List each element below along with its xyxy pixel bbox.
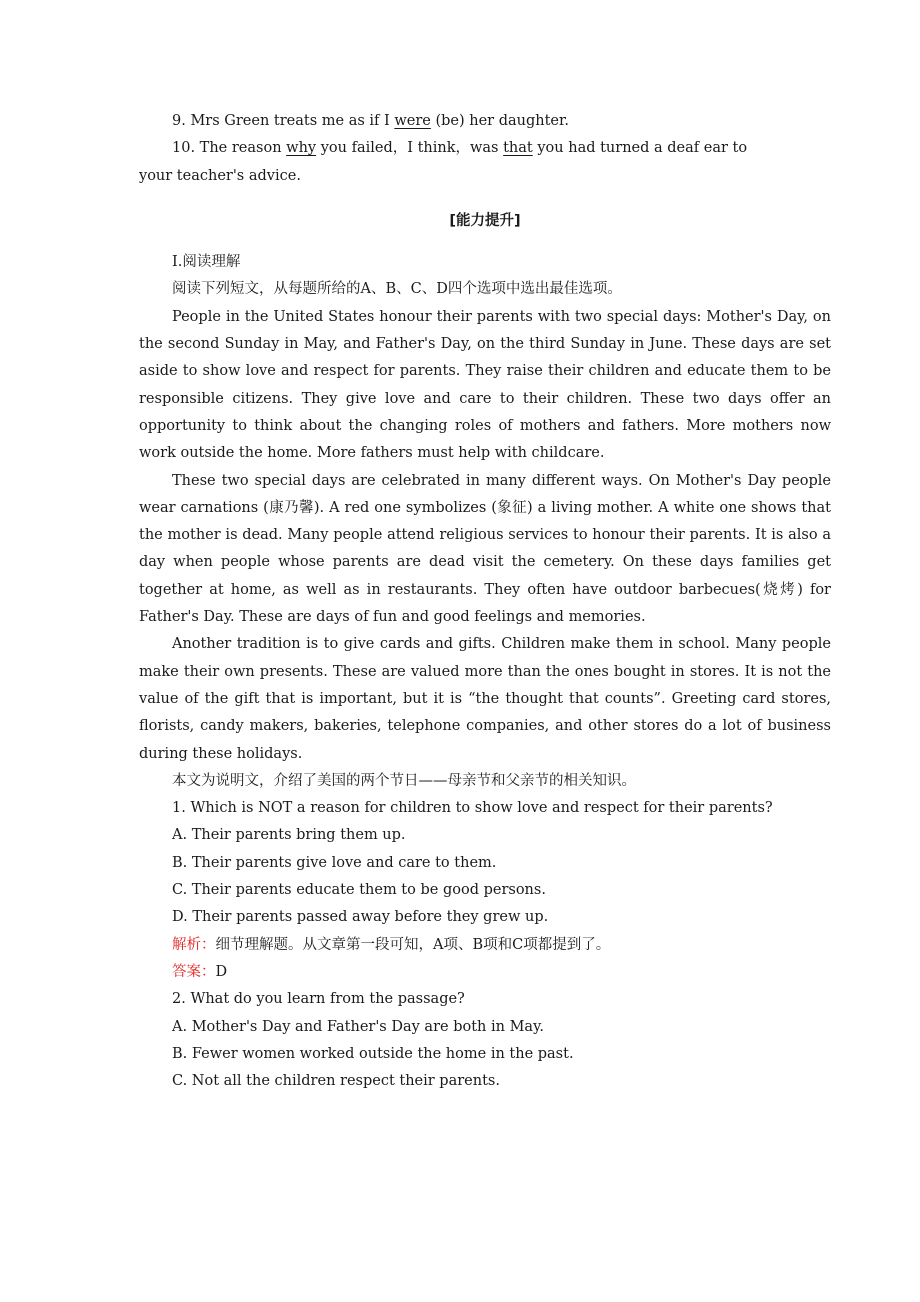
reading-instruction: 阅读下列短文，从每题所给的A、B、C、D四个选项中选出最佳选项。 bbox=[172, 281, 622, 298]
answer-value: D bbox=[215, 963, 228, 980]
section-title: [能力提升] bbox=[449, 212, 521, 229]
question-1-option-a: A. Their parents bring them up. bbox=[172, 827, 406, 844]
question-1-answer bbox=[139, 959, 831, 986]
question-2-stem: 2. What do you learn from the passage? bbox=[172, 991, 465, 1008]
analysis-text: 细节理解题。从文章第一段可知，A项、B项和C项都提到了。 bbox=[215, 936, 611, 953]
question-1-stem: 1. Which is NOT a reason for children to show love and respect for their parents? bbox=[172, 800, 773, 817]
question-1-option-c: C. Their parents educate them to be good persons. bbox=[172, 882, 546, 899]
question-2-option-c: C. Not all the children respect their parents. bbox=[172, 1073, 500, 1090]
answer-label: 答案： bbox=[172, 963, 216, 980]
passage-paragraph-3: Another tradition is to give cards and gifts. Children make them in school. Many people make their own presents. These are valued more than the ones bought in stores. It is not the value of the gift that is important, but it is “the thought that counts”. Greeting card stores, florists, candy makers, bakeries, telephone companies, and other stores do a lot of business during these holidays. bbox=[139, 636, 831, 762]
q10-part1: 10. The reason bbox=[172, 140, 287, 157]
question-1-analysis bbox=[139, 932, 831, 959]
q9-answer: were bbox=[394, 113, 431, 129]
passage-paragraph-2: These two special days are celebrated in many different ways. On Mother's Day people wear carnations (康乃馨). A red one symbolizes (象征) a living mother. A white one shows that the mother is dead. Many people attend religious services to honour their parents. It is also a day when people whose parents are dead visit the cemetery. On these days families get together at home, as well as in restaurants. They often have outdoor barbecues(烧烤) for Father's Day. These are days of fun and good feelings and memories. bbox=[139, 472, 831, 626]
question-9 bbox=[139, 108, 831, 135]
q10-answer2: that bbox=[503, 140, 533, 157]
analysis-label: 解析： bbox=[172, 936, 216, 953]
q10-part2: you failed，I think，was bbox=[316, 140, 504, 157]
passage-paragraph-1: People in the United States honour their parents with two special days: Mother's Day, on the second Sunday in May, and Father's Day, on the third Sunday in June. These days are set aside to show love and respect for parents. They raise their children and educate them to be responsible citizens. They give love and care to their children. These two days offer an opportunity to think about the changing roles of mothers and fathers. More mothers now work outside the home. More fathers must help with childcare. bbox=[139, 308, 831, 462]
question-2-option-a: A. Mother's Day and Father's Day are both in May. bbox=[172, 1018, 544, 1035]
q9-prefix: 9. Mrs Green treats me as if I bbox=[172, 113, 395, 129]
question-10 bbox=[139, 135, 831, 162]
q10-part3: you had turned a deaf ear to bbox=[532, 140, 748, 157]
passage-summary: 本文为说明文，介绍了美国的两个节日——母亲节和父亲节的相关知识。 bbox=[172, 772, 636, 789]
reading-heading: Ⅰ.阅读理解 bbox=[172, 254, 241, 271]
question-1-option-b: B. Their parents give love and care to them. bbox=[172, 854, 497, 871]
q10-answer1: why bbox=[286, 140, 317, 157]
question-1-option-d: D. Their parents passed away before they grew up. bbox=[172, 909, 549, 926]
document-page bbox=[139, 108, 831, 1095]
question-2-option-b: B. Fewer women worked outside the home in the past. bbox=[172, 1045, 574, 1062]
q9-suffix: (be) her daughter. bbox=[430, 113, 569, 129]
question-10-line2: your teacher's advice. bbox=[139, 167, 301, 184]
